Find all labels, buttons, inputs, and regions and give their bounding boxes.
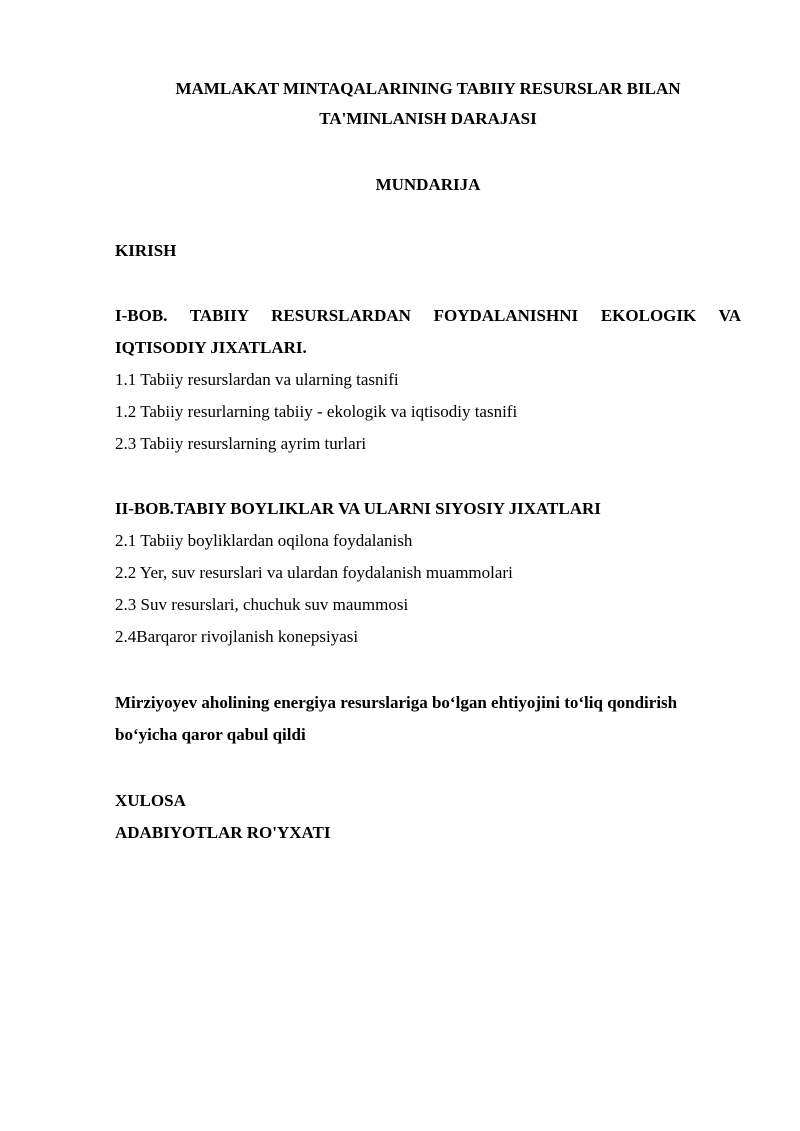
toc-conclusion: XULOSA xyxy=(115,791,186,810)
chapter1-heading-line-2: IQTISODIY JIXATLARI. xyxy=(115,338,307,357)
chapter1-heading-line-1: I-BOB. TABIIY RESURSLARDAN FOYDALANISHNI EKOLOGIK VA xyxy=(115,306,741,325)
title-line-2: TA'MINLANISH DARAJASI xyxy=(319,109,537,128)
toc-item-1-2: 1.2 Tabiiy resurlarning tabiiy - ekologik va iqtisodiy tasnifi xyxy=(115,402,518,421)
document-title xyxy=(115,74,741,134)
toc-item-1-1: 1.1 Tabiiy resurslardan va ularning tasnifi xyxy=(115,370,399,389)
contents-heading: MUNDARIJA xyxy=(375,175,481,194)
toc-references: ADABIYOTLAR RO'YXATI xyxy=(115,823,331,842)
toc-item-2-3: 2.3 Suv resurslari, chuchuk suv maummosi xyxy=(115,595,409,614)
news-line-2: bo‘yicha qaror qabul qildi xyxy=(115,725,306,744)
toc-item-2-1: 2.1 Tabiiy boyliklardan oqilona foydalanish xyxy=(115,531,413,550)
toc-intro: KIRISH xyxy=(115,241,177,260)
toc-item-1-3: 2.3 Tabiiy resurslarning ayrim turlari xyxy=(115,434,367,453)
chapter2-heading: II-BOB.TABIY BOYLIKLAR VA ULARNI SIYOSIY JIXATLARI xyxy=(115,499,601,518)
title-line-1: MAMLAKAT MINTAQALARINING TABIIY RESURSLAR BILAN xyxy=(175,79,681,98)
news-line-1: Mirziyoyev aholining energiya resurslariga bo‘lgan ehtiyojini to‘liq qondirish xyxy=(115,693,678,712)
toc-item-2-4: 2.4Barqaror rivojlanish konepsiyasi xyxy=(115,627,359,646)
toc-item-2-2: 2.2 Yer, suv resurslari va ulardan foydalanish muammolari xyxy=(115,563,513,582)
